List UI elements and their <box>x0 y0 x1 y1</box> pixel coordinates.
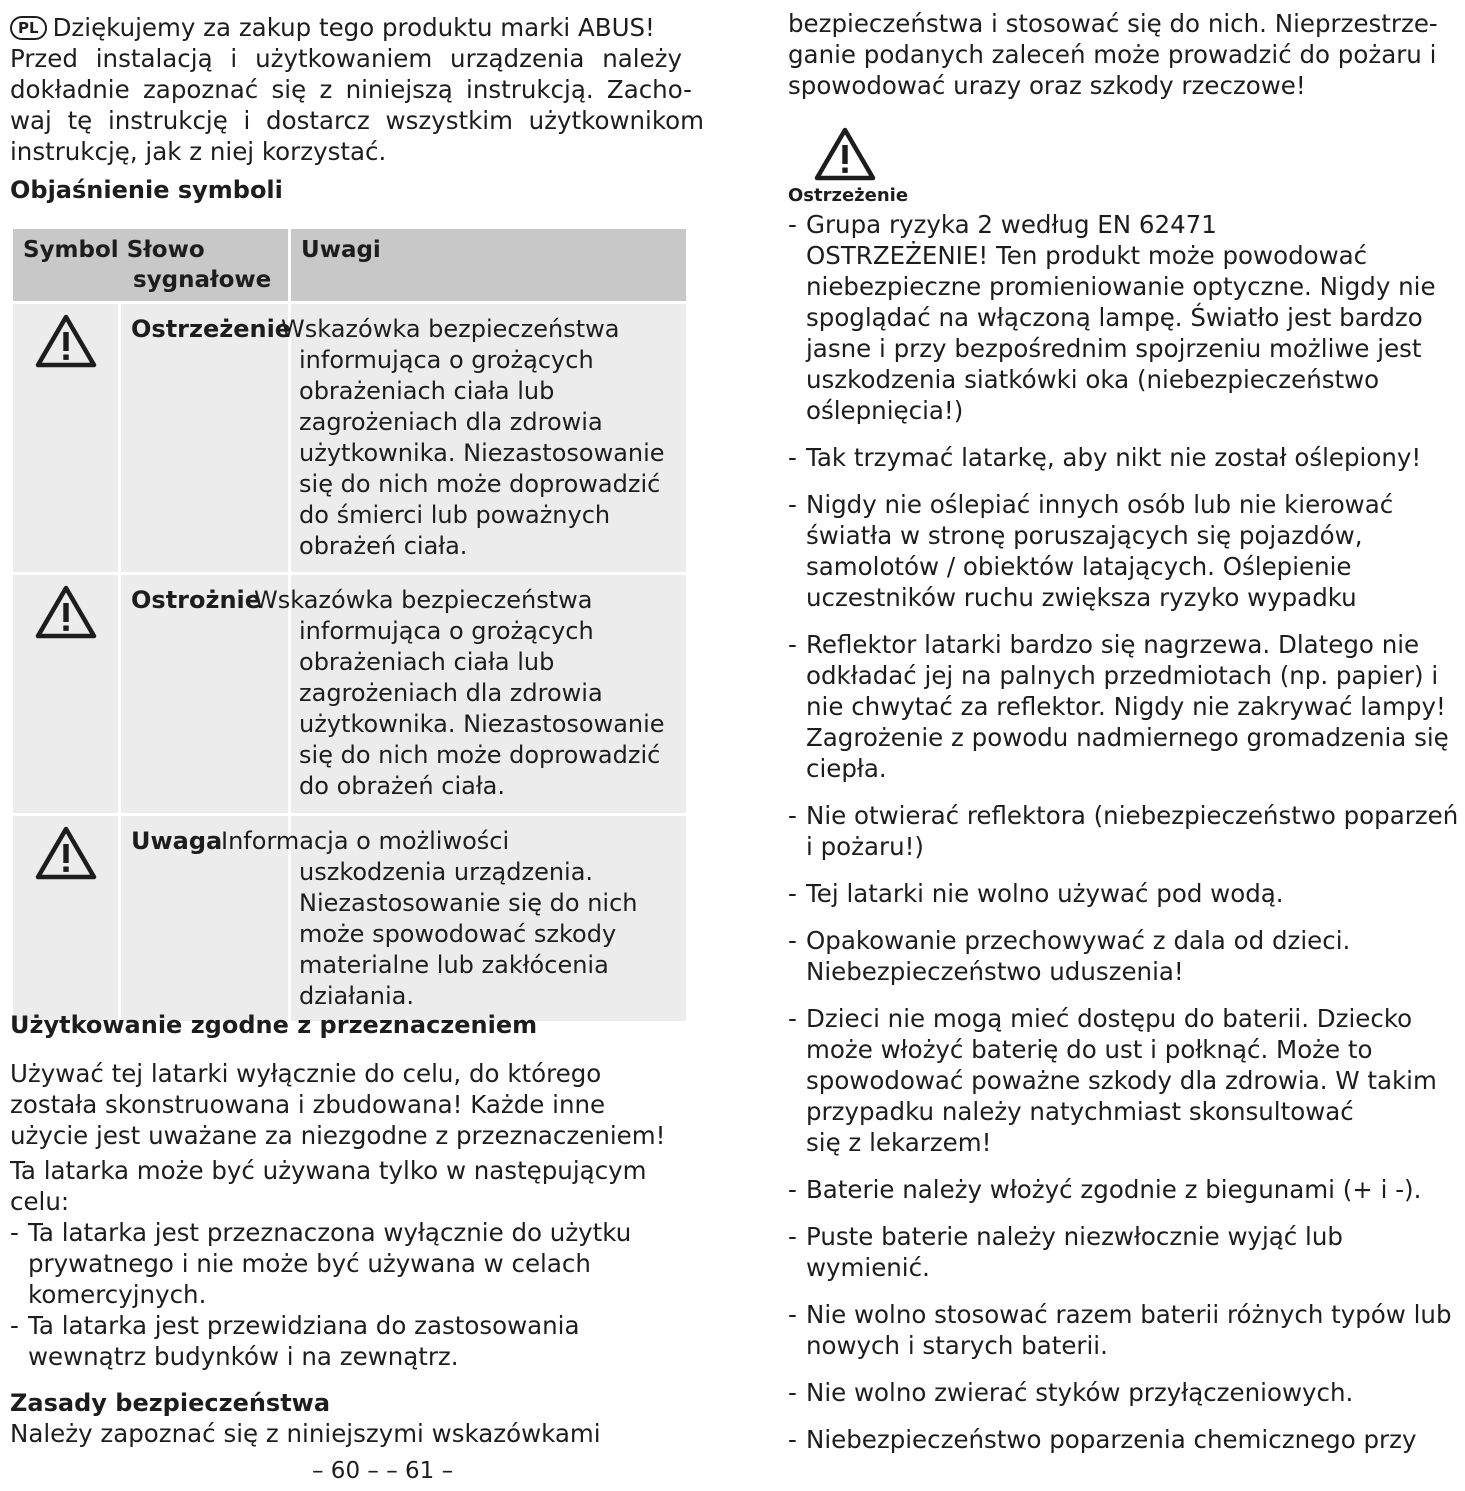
usage-heading: Użytkowanie zgodne z przeznaczeniem <box>10 1011 538 1039</box>
text-line: Nigdy nie oślepiać innych osób lub nie kierować <box>806 490 1394 519</box>
warning-icon <box>12 815 120 1023</box>
text-line: Należy zapoznać się z niniejszymi wskazówkami <box>10 1419 601 1448</box>
text-line: Opakowanie przechowywać z dala od dzieci. <box>806 926 1351 955</box>
note-line: obrażeń ciała. <box>299 532 468 560</box>
text-line: została skonstruowana i zbudowana! Każde inne <box>10 1090 606 1119</box>
list-item: - Tak trzymać latarkę, aby nikt nie został oślepiony! <box>788 442 1460 473</box>
table-row <box>12 303 688 574</box>
list-item: - Nie wolno zwierać styków przyłączeniowych. <box>788 1377 1460 1408</box>
text-line: nie chwytać za reflektor. Nigdy nie zakrywać lampy! <box>806 692 1446 721</box>
text-line: Grupa ryzyka 2 według EN 62471 <box>806 210 1217 239</box>
text-line: Nie otwierać reflektora (niebezpieczeństwo poparzeń <box>806 801 1459 830</box>
note-line: Wskazówka bezpieczeństwa <box>254 586 593 614</box>
note-line: działania. <box>299 982 414 1010</box>
text-line: Puste baterie należy niezwłocznie wyjąć lub <box>806 1222 1343 1251</box>
note-line: Informacja o możliwości <box>221 827 510 855</box>
text-line: komercyjnych. <box>28 1280 207 1309</box>
header-symbol: Symbol <box>23 237 119 263</box>
list-item: - Puste baterie należy niezwłocznie wyjąć lub wymienić. <box>788 1221 1460 1283</box>
text-line: uczestników ruchu zwiększa ryzyko wypadku <box>806 583 1357 612</box>
note-line: materialne lub zakłócenia <box>299 951 609 979</box>
text-line: światła w stronę poruszających się pojazdów, <box>806 521 1363 550</box>
note-line: użytkownika. Niezastosowanie <box>299 439 665 467</box>
list-item: - Reflektor latarki bardzo się nagrzewa. Dlatego nie odkładać jej na palnych przedmiotach (np. papier) i nie chwytać za reflektor. Nigdy nie zakrywać lampy! Zagrożenie z powodu nadmiernego gromadzenia się ciepła. <box>788 629 1460 784</box>
text-line: użycie jest uważane za niezgodne z przeznaczeniem! <box>10 1121 666 1150</box>
text-line: bezpieczeństwa i stosować się do nich. Nieprzestrze- <box>788 9 1438 38</box>
text-line: wewnątrz budynków i na zewnątrz. <box>28 1342 459 1371</box>
right-column <box>788 0 1460 1455</box>
text-line: Ta latarka jest przeznaczona wyłącznie do użytku <box>28 1218 632 1247</box>
text-line: przypadku należy natychmiast skonsultować <box>806 1097 1354 1126</box>
language-badge: PL <box>10 16 47 40</box>
list-item: - Niebezpieczeństwo poparzenia chemicznego przy <box>788 1424 1460 1455</box>
usage-section <box>10 1010 700 1449</box>
warning-icon <box>12 303 120 574</box>
header-symbol-word <box>12 228 290 303</box>
intro-line: waj tę instrukcję i dostarcz wszystkim użytkownikom <box>10 106 704 135</box>
signal-word: Ostrożnie <box>131 586 262 614</box>
page-numbers: – 60 – – 61 – <box>312 1458 454 1484</box>
note-line: do obrażeń ciała. <box>299 772 505 800</box>
text-line: Baterie należy włożyć zgodnie z biegunami (+ i -). <box>806 1175 1422 1204</box>
list-item: - Dzieci nie mogą mieć dostępu do baterii. Dziecko może włożyć baterię do ust i połknąć. Może to spowodować poważne szkody dla zdrowia. W takim przypadku należy natychmiast skonsultować się z lekarzem! <box>788 1003 1460 1158</box>
text-line: Dzieci nie mogą mieć dostępu do baterii. Dziecko <box>806 1004 1413 1033</box>
note-line: do śmierci lub poważnych <box>299 501 611 529</box>
note-line: się do nich może doprowadzić <box>299 741 661 769</box>
note-line: się do nich może doprowadzić <box>299 470 661 498</box>
intro-line <box>10 12 700 43</box>
intro-line: instrukcję, jak z niej korzystać. <box>10 137 387 166</box>
intro-text: Dziękujemy za zakup tego produktu marki ABUS! <box>52 13 655 42</box>
text-line: Używać tej latarki wyłącznie do celu, do którego <box>10 1059 602 1088</box>
safety-heading: Zasady bezpieczeństwa <box>10 1389 331 1417</box>
warning-list <box>788 209 1460 1455</box>
text-line: niebezpieczne promieniowanie optyczne. Nigdy nie <box>806 272 1436 301</box>
note-line: Wskazówka bezpieczeństwa <box>281 315 620 343</box>
notes-cell <box>221 815 688 1023</box>
text-line: Ta latarka może być używana tylko w następującym <box>10 1156 647 1185</box>
signal-word: Uwaga <box>131 827 223 855</box>
usage-paragraph <box>10 1058 700 1151</box>
note-line: zagrożeniach dla zdrowia <box>299 408 603 436</box>
text-line: odkładać jej na palnych przedmiotach (np. papier) i <box>806 661 1439 690</box>
note-line: informująca o grożących <box>299 617 594 645</box>
text-line: Ta latarka jest przewidziana do zastosowania <box>28 1311 580 1340</box>
text-line: może włożyć baterię do ust i połknąć. Może to <box>806 1035 1373 1064</box>
text-line: Reflektor latarki bardzo się nagrzewa. Dlatego nie <box>806 630 1420 659</box>
text-line: Nie wolno stosować razem baterii różnych typów lub <box>806 1300 1452 1329</box>
table-header-row <box>12 228 688 303</box>
text-line: OSTRZEŻENIE! Ten produkt może powodować <box>806 241 1368 270</box>
symbols-heading: Objaśnienie symboli <box>10 176 283 204</box>
text-line: samolotów / obiektów latających. Oślepienie <box>806 552 1352 581</box>
table-row <box>12 815 688 1023</box>
signal-word: Ostrzeżenie <box>131 315 292 343</box>
warning-icon <box>814 127 1460 185</box>
list-item: - Grupa ryzyka 2 według EN 62471 OSTRZEŻENIE! Ten produkt może powodować niebezpieczne promieniowanie optyczne. Nigdy nie spoglądać na włączoną lampę. Światło jest bardzo jasne i przy bezpośrednim spojrzeniu możliwe jest uszkodzenia siatkówki oka (niebezpieczeństwo oślepnięcia!) <box>788 209 1460 426</box>
text-line: Nie wolno zwierać styków przyłączeniowych. <box>806 1378 1354 1407</box>
table-row <box>12 574 688 815</box>
list-item: - Tej latarki nie wolno używać pod wodą. <box>788 878 1460 909</box>
header-word-2: sygnałowe <box>133 267 272 293</box>
text-line: prywatnego i nie może być używana w celach <box>28 1249 591 1278</box>
usage-paragraph <box>10 1155 700 1217</box>
header-notes: Uwagi <box>290 228 688 303</box>
text-line: spowodować urazy oraz szkody rzeczowe! <box>788 71 1306 100</box>
note-line: może spowodować szkody <box>299 920 617 948</box>
note-line: obrażeniach ciała lub <box>299 377 555 405</box>
list-item: - Nie wolno stosować razem baterii różnych typów lub nowych i starych baterii. <box>788 1299 1460 1361</box>
text-line: spoglądać na włączoną lampę. Światło jest bardzo <box>806 303 1423 332</box>
text-line: wymienić. <box>806 1253 930 1282</box>
text-line: się z lekarzem! <box>806 1128 992 1157</box>
continued-paragraph <box>788 8 1460 101</box>
text-line: jasne i przy bezpośrednim spojrzeniu możliwe jest <box>806 334 1422 363</box>
text-line: Zagrożenie z powodu nadmiernego gromadzenia się <box>806 723 1449 752</box>
text-line: i pożaru!) <box>806 832 924 861</box>
list-item: - Ta latarka jest przewidziana do zastosowania wewnątrz budynków i na zewnątrz. <box>10 1310 700 1372</box>
notes-cell <box>254 574 688 815</box>
note-line: informująca o grożących <box>299 346 594 374</box>
note-line: obrażeniach ciała lub <box>299 648 555 676</box>
header-word: Słowo <box>126 237 205 263</box>
note-line: Niezastosowanie się do nich <box>299 889 638 917</box>
list-item: - Nigdy nie oślepiać innych osób lub nie kierować światła w stronę poruszających się pojazdów, samolotów / obiektów latających. Oślepienie uczestników ruchu zwiększa ryzyko wypadku <box>788 489 1460 613</box>
notes-cell <box>281 303 688 574</box>
list-item: - Nie otwierać reflektora (niebezpieczeństwo poparzeń i pożaru!) <box>788 801 1459 861</box>
note-line: uszkodzenia urządzenia. <box>299 858 594 886</box>
text-line: ciepła. <box>806 754 887 783</box>
text-line: oślepnięcia!) <box>806 396 964 425</box>
warning-icon <box>12 574 120 815</box>
text-line: nowych i starych baterii. <box>806 1331 1108 1360</box>
symbols-table <box>10 226 689 1024</box>
left-column <box>10 0 704 205</box>
list-item: - Opakowanie przechowywać z dala od dzieci. Niebezpieczeństwo uduszenia! <box>788 925 1460 987</box>
text-line: Tak trzymać latarkę, aby nikt nie został oślepiony! <box>806 443 1422 472</box>
list-item: - Baterie należy włożyć zgodnie z biegunami (+ i -). <box>788 1174 1460 1205</box>
text-line: uszkodzenia siatkówki oka (niebezpieczeństwo <box>806 365 1380 394</box>
text-line: Tej latarki nie wolno używać pod wodą. <box>806 879 1284 908</box>
text-line: celu: <box>10 1187 70 1216</box>
warning-label: Ostrzeżenie <box>788 185 909 206</box>
note-line: zagrożeniach dla zdrowia <box>299 679 603 707</box>
note-line: użytkownika. Niezastosowanie <box>299 710 665 738</box>
intro-line: dokładnie zapoznać się z niniejszą instrukcją. Zacho- <box>10 75 692 104</box>
text-line: Niebezpieczeństwo poparzenia chemicznego przy <box>806 1425 1417 1454</box>
text-line: spowodować poważne szkody dla zdrowia. W takim <box>806 1066 1437 1095</box>
intro-line: Przed instalacją i użytkowaniem urządzenia należy <box>10 44 682 73</box>
text-line: ganie podanych zaleceń może prowadzić do pożaru i <box>788 40 1437 69</box>
text-line: Niebezpieczeństwo uduszenia! <box>806 957 1184 986</box>
list-item: - Ta latarka jest przeznaczona wyłącznie do użytku prywatnego i nie może być używana w celach komercyjnych. <box>10 1217 700 1310</box>
signal-word-cell <box>120 303 290 574</box>
